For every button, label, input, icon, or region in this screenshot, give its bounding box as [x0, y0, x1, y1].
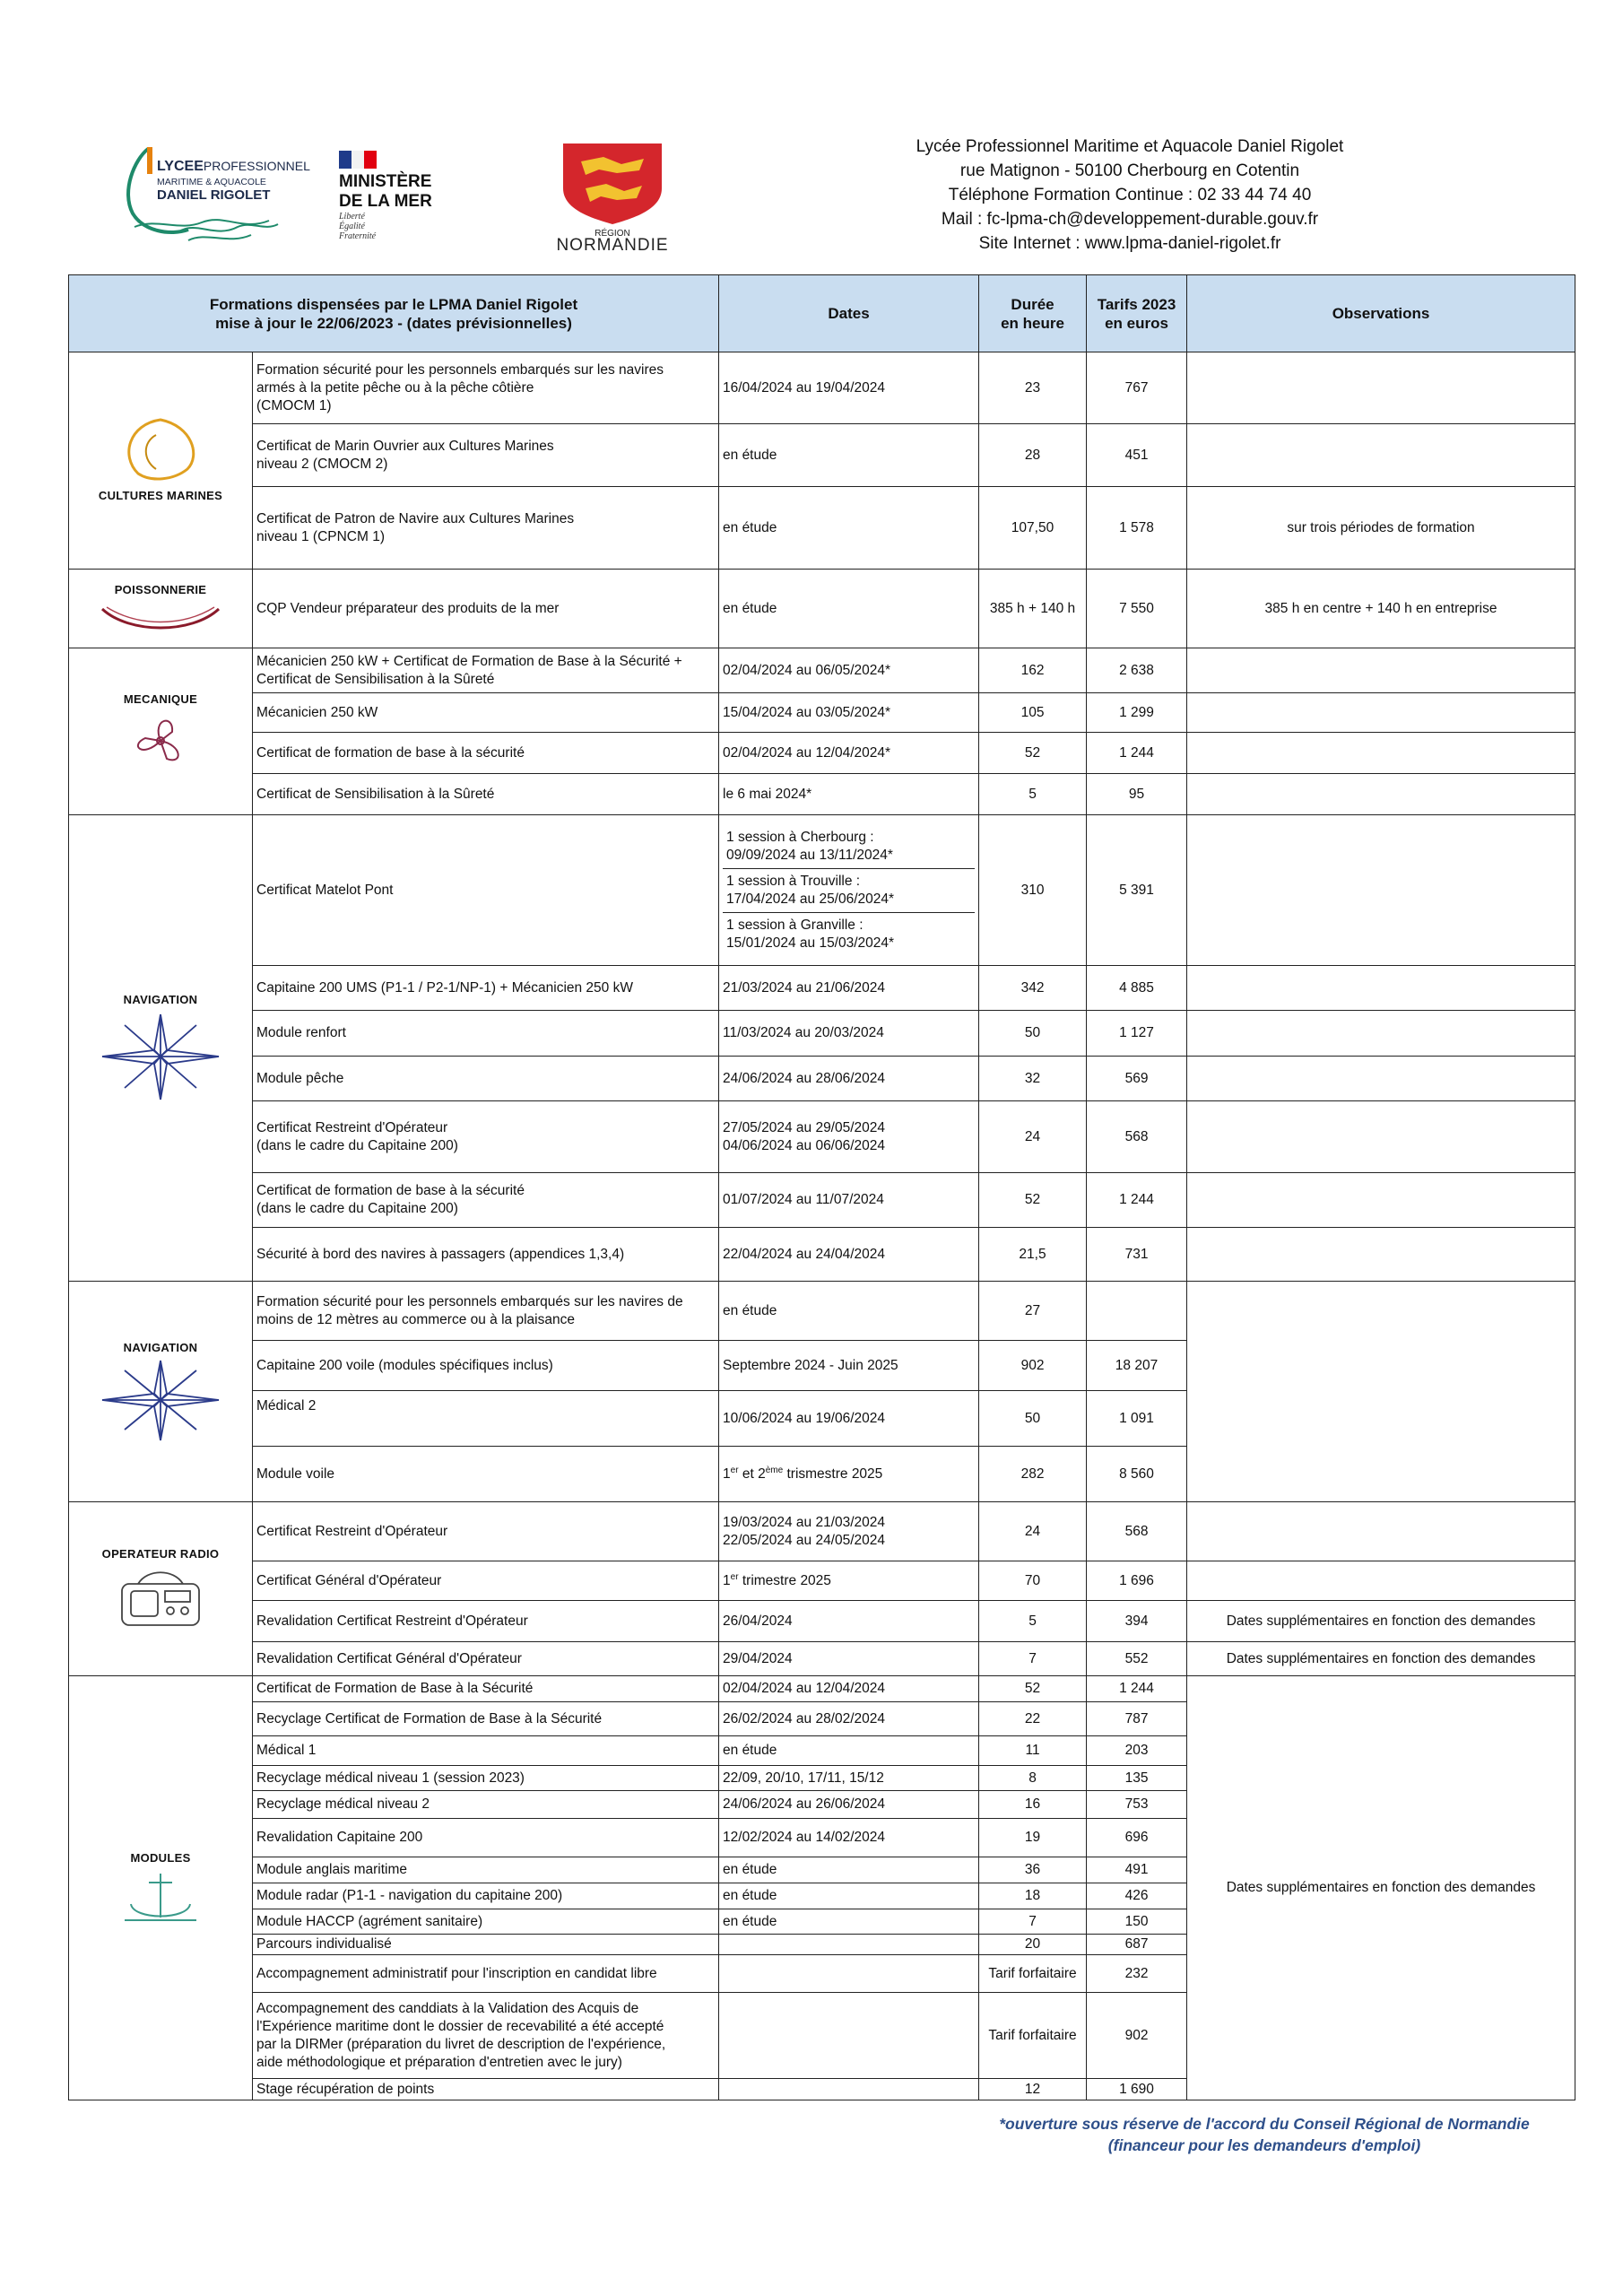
formation-obs	[1187, 1011, 1575, 1057]
formation-tarif: 1 696	[1087, 1561, 1187, 1601]
formation-obs: sur trois périodes de formation	[1187, 487, 1575, 570]
formation-dates: 12/02/2024 au 14/02/2024	[719, 1819, 979, 1857]
formation-duree: 5	[979, 1601, 1087, 1642]
formation-label: Recyclage médical niveau 2	[253, 1791, 719, 1819]
formation-label: Formation sécurité pour les personnels embarqués sur les navires armés à la petite pêche ou à la pêche côtière (CMOCM 1)	[253, 352, 719, 424]
category-navigation-2: NAVIGATION	[69, 1282, 253, 1502]
formation-label: Formation sécurité pour les personnels embarqués sur les navires de moins de 12 mètres au commerce ou à la plaisance	[253, 1282, 719, 1341]
formation-dates	[719, 1993, 979, 2079]
formation-obs	[1187, 1282, 1575, 1502]
formation-obs: Dates supplémentaires en fonction des demandes	[1187, 1601, 1575, 1642]
normandie-logo	[536, 139, 689, 255]
svg-text:LYCEEPROFESSIONNEL: LYCEEPROFESSIONNEL	[157, 159, 310, 174]
header-observations: Observations	[1187, 275, 1575, 352]
formation-tarif: 552	[1087, 1642, 1187, 1676]
formation-obs	[1187, 966, 1575, 1011]
formation-label: Certificat Restreint d'Opérateur (dans le cadre du Capitaine 200)	[253, 1101, 719, 1173]
formation-tarif: 1 244	[1087, 1173, 1187, 1228]
formation-label: Mécanicien 250 kW + Certificat de Formation de Base à la Sécurité + Certificat de Sensibilisation à la Sûreté	[253, 648, 719, 693]
table-row	[69, 966, 1575, 1011]
formation-dates: 02/04/2024 au 06/05/2024*	[719, 648, 979, 693]
formation-label: Certificat Général d'Opérateur	[253, 1561, 719, 1601]
formation-tarif: 95	[1087, 774, 1187, 815]
formation-label: Accompagnement des canddiats à la Validation des Acquis de l'Expérience maritime dont le dossier de recevabilité a été accepté par la DIRMer (préparation du livret de description de l'expérience, aide méthodologique et préparation d'entretien avec le jury)	[253, 1993, 719, 2079]
compass-rose-icon	[93, 1358, 228, 1443]
formation-dates: 19/03/2024 au 21/03/2024 22/05/2024 au 24/05/2024	[719, 1502, 979, 1561]
formation-dates: le 6 mai 2024*	[719, 774, 979, 815]
session-item: 1 session à Granville : 15/01/2024 au 15/03/2024*	[726, 917, 895, 951]
school-name: Lycée Professionnel Maritime et Aquacole Daniel Rigolet	[916, 137, 1344, 156]
category-modules: MODULES	[69, 1676, 253, 2100]
formation-tarif: 5 391	[1087, 815, 1187, 966]
formation-tarif: 18 207	[1087, 1341, 1187, 1391]
formation-duree: 23	[979, 352, 1087, 424]
table-row	[69, 1642, 1575, 1676]
formation-label: Stage récupération de points	[253, 2079, 719, 2100]
formation-tarif: 568	[1087, 1502, 1187, 1561]
table-row	[69, 1502, 1575, 1561]
formation-tarif: 687	[1087, 1935, 1187, 1955]
svg-text:DE LA MER: DE LA MER	[339, 192, 432, 211]
formation-label: Module voile	[253, 1447, 719, 1502]
formation-tarif: 753	[1087, 1791, 1187, 1819]
table-row	[69, 1173, 1575, 1228]
formation-label: Module pêche	[253, 1057, 719, 1101]
formation-label: Capitaine 200 voile (modules spécifiques inclus)	[253, 1341, 719, 1391]
formation-dates: 15/04/2024 au 03/05/2024*	[719, 693, 979, 733]
formation-dates: 10/06/2024 au 19/06/2024	[719, 1391, 979, 1447]
table-row	[69, 1676, 1575, 1702]
table-row	[69, 815, 1575, 966]
formation-tarif: 232	[1087, 1955, 1187, 1993]
formation-duree: 36	[979, 1857, 1087, 1883]
formation-duree: 7	[979, 1642, 1087, 1676]
formation-dates	[719, 2079, 979, 2100]
header-dates: Dates	[719, 275, 979, 352]
formation-label: Revalidation Certificat Restreint d'Opérateur	[253, 1601, 719, 1642]
formation-duree: 32	[979, 1057, 1087, 1101]
formation-dates	[719, 1955, 979, 1993]
formation-obs	[1187, 1173, 1575, 1228]
header-formations: Formations dispensées par le LPMA Daniel Rigolet mise à jour le 22/06/2023 - (dates prévisionnelles)	[69, 275, 719, 352]
formation-tarif: 696	[1087, 1819, 1187, 1857]
svg-text:NORMANDIE: NORMANDIE	[556, 236, 669, 255]
formation-dates: 27/05/2024 au 29/05/2024 04/06/2024 au 06/06/2024	[719, 1101, 979, 1173]
formation-duree: Tarif forfaitaire	[979, 1993, 1087, 2079]
radio-icon	[111, 1564, 210, 1631]
formation-label: Parcours individualisé	[253, 1935, 719, 1955]
table-row	[69, 424, 1575, 487]
formation-duree: 385 h + 140 h	[979, 570, 1087, 648]
school-mail[interactable]: Mail : fc-lpma-ch@developpement-durable.gouv.fr	[941, 210, 1319, 229]
formation-duree: 8	[979, 1766, 1087, 1791]
formation-obs	[1187, 424, 1575, 487]
formation-duree: 24	[979, 1502, 1087, 1561]
formation-tarif: 569	[1087, 1057, 1187, 1101]
formation-label: Certificat de Sensibilisation à la Sûreté	[253, 774, 719, 815]
anchor-icon	[120, 1868, 201, 1926]
formation-duree: 21,5	[979, 1228, 1087, 1282]
formation-duree: 5	[979, 774, 1087, 815]
formation-tarif: 451	[1087, 424, 1187, 487]
formation-label: Sécurité à bord des navires à passagers (appendices 1,3,4)	[253, 1228, 719, 1282]
formation-dates: en étude	[719, 1857, 979, 1883]
propeller-icon	[120, 709, 201, 772]
formation-dates: 1er trimestre 2025	[719, 1561, 979, 1601]
formation-label: Certificat Restreint d'Opérateur	[253, 1502, 719, 1561]
header-tarifs: Tarifs 2023 en euros	[1087, 275, 1187, 352]
formation-sessions	[719, 815, 979, 966]
table-row	[69, 693, 1575, 733]
formation-tarif: 491	[1087, 1857, 1187, 1883]
formation-label: Recyclage médical niveau 1 (session 2023)	[253, 1766, 719, 1791]
table-row	[69, 1101, 1575, 1173]
formation-label: Certificat de formation de base à la sécurité (dans le cadre du Capitaine 200)	[253, 1173, 719, 1228]
table-row	[69, 1601, 1575, 1642]
table-row	[69, 1228, 1575, 1282]
formation-label: Module radar (P1-1 - navigation du capitaine 200)	[253, 1883, 719, 1909]
formation-duree: 19	[979, 1819, 1087, 1857]
formation-dates: 26/02/2024 au 28/02/2024	[719, 1702, 979, 1736]
formation-duree: 12	[979, 2079, 1087, 2100]
formation-dates: Septembre 2024 - Juin 2025	[719, 1341, 979, 1391]
formation-obs	[1187, 693, 1575, 733]
formation-obs: Dates supplémentaires en fonction des demandes	[1187, 1642, 1575, 1676]
formation-tarif: 203	[1087, 1736, 1187, 1766]
lycee-logo-text: LYCEE	[157, 159, 204, 174]
formation-duree: 16	[979, 1791, 1087, 1819]
formation-duree: 310	[979, 815, 1087, 966]
formation-label: Certificat Matelot Pont	[253, 815, 719, 966]
formation-dates: 24/06/2024 au 28/06/2024	[719, 1057, 979, 1101]
formation-obs	[1187, 1057, 1575, 1101]
formation-dates: en étude	[719, 424, 979, 487]
formation-dates: 29/04/2024	[719, 1642, 979, 1676]
formation-duree: 52	[979, 733, 1087, 774]
formation-duree: 22	[979, 1702, 1087, 1736]
oyster-icon	[107, 415, 214, 483]
formation-obs	[1187, 1561, 1575, 1601]
category-poissonnerie: POISSONNERIE	[69, 570, 253, 648]
formation-duree: 342	[979, 966, 1087, 1011]
table-row	[69, 1282, 1575, 1341]
formation-obs	[1187, 1101, 1575, 1173]
formation-obs	[1187, 1228, 1575, 1282]
formation-label: Certificat de Patron de Navire aux Cultures Marines niveau 1 (CPNCM 1)	[253, 487, 719, 570]
formation-tarif: 1 299	[1087, 693, 1187, 733]
footnote: *ouverture sous réserve de l'accord du Conseil Régional de Normandie (financeur pour les demandeurs d'emploi)	[999, 2115, 1530, 2154]
formation-tarif: 2 638	[1087, 648, 1187, 693]
table-row	[69, 648, 1575, 693]
formation-obs	[1187, 352, 1575, 424]
formation-duree: 50	[979, 1391, 1087, 1447]
formation-label: CQP Vendeur préparateur des produits de la mer	[253, 570, 719, 648]
formation-obs	[1187, 815, 1575, 966]
formation-label: Revalidation Certificat Général d'Opérateur	[253, 1642, 719, 1676]
formation-duree: 105	[979, 693, 1087, 733]
formation-label: Accompagnement administratif pour l'inscription en candidat libre	[253, 1955, 719, 1993]
formation-tarif: 731	[1087, 1228, 1187, 1282]
table-row	[69, 1057, 1575, 1101]
formation-label: Module HACCP (agrément sanitaire)	[253, 1909, 719, 1935]
formation-tarif: 767	[1087, 352, 1187, 424]
lycee-logo	[117, 142, 310, 249]
formation-duree: 27	[979, 1282, 1087, 1341]
formation-obs	[1187, 1502, 1575, 1561]
svg-text:DANIEL RIGOLET: DANIEL RIGOLET	[157, 187, 271, 203]
formation-duree: 282	[979, 1447, 1087, 1502]
formation-duree: 7	[979, 1909, 1087, 1935]
formation-tarif: 150	[1087, 1909, 1187, 1935]
formation-obs	[1187, 774, 1575, 815]
formation-label: Certificat de formation de base à la sécurité	[253, 733, 719, 774]
formation-label: Recyclage Certificat de Formation de Base à la Sécurité	[253, 1702, 719, 1736]
formation-tarif: 1 244	[1087, 733, 1187, 774]
formation-tarif: 426	[1087, 1883, 1187, 1909]
formation-dates: 02/04/2024 au 12/04/2024	[719, 1676, 979, 1702]
category-navigation: NAVIGATION	[69, 815, 253, 1282]
compass-rose-icon	[93, 1010, 228, 1104]
formation-duree: 18	[979, 1883, 1087, 1909]
session-item: 1 session à Trouville : 17/04/2024 au 25/06/2024*	[723, 869, 975, 913]
formation-dates: 16/04/2024 au 19/04/2024	[719, 352, 979, 424]
formation-dates: 02/04/2024 au 12/04/2024*	[719, 733, 979, 774]
formation-tarif: 1 091	[1087, 1391, 1187, 1447]
formation-duree: 20	[979, 1935, 1087, 1955]
school-phone: Téléphone Formation Continue : 02 33 44 74 40	[948, 186, 1312, 204]
table-row	[69, 733, 1575, 774]
formation-tarif: 1 578	[1087, 487, 1187, 570]
school-website[interactable]: Site Internet : www.lpma-daniel-rigolet.fr	[978, 234, 1281, 253]
formation-dates: en étude	[719, 1736, 979, 1766]
category-operateur-radio: OPERATEUR RADIO	[69, 1502, 253, 1676]
formation-duree: 107,50	[979, 487, 1087, 570]
table-row	[69, 570, 1575, 648]
formation-dates: 22/04/2024 au 24/04/2024	[719, 1228, 979, 1282]
formation-dates: en étude	[719, 570, 979, 648]
formation-duree: 11	[979, 1736, 1087, 1766]
formation-duree: 902	[979, 1341, 1087, 1391]
table-row	[69, 1011, 1575, 1057]
svg-text:Fraternité: Fraternité	[339, 231, 377, 241]
header-duree: Durée en heure	[979, 275, 1087, 352]
formation-dates: 1er et 2ème trismestre 2025	[719, 1447, 979, 1502]
formation-tarif: 902	[1087, 1993, 1187, 2079]
session-item: 1 session à Cherbourg : 09/09/2024 au 13/11/2024*	[723, 825, 975, 869]
formation-tarif: 7 550	[1087, 570, 1187, 648]
formation-duree: 52	[979, 1173, 1087, 1228]
formation-dates	[719, 1935, 979, 1955]
formation-tarif: 1 690	[1087, 2079, 1187, 2100]
formation-duree: 28	[979, 424, 1087, 487]
modules-obs: Dates supplémentaires en fonction des demandes	[1187, 1676, 1575, 2100]
svg-text:MINISTÈRE: MINISTÈRE	[339, 172, 432, 191]
formation-label: Module anglais maritime	[253, 1857, 719, 1883]
formation-dates: 21/03/2024 au 21/06/2024	[719, 966, 979, 1011]
table-row	[69, 1561, 1575, 1601]
formation-dates: 22/09, 20/10, 17/11, 15/12	[719, 1766, 979, 1791]
school-address: rue Matignon - 50100 Cherbourg en Cotentin	[959, 161, 1300, 180]
formation-label: Revalidation Capitaine 200	[253, 1819, 719, 1857]
formation-label: Médical 2	[253, 1391, 719, 1447]
formation-obs: 385 h en centre + 140 h en entreprise	[1187, 570, 1575, 648]
formation-label: Mécanicien 250 kW	[253, 693, 719, 733]
formation-obs	[1187, 648, 1575, 693]
formation-label: Certificat de Formation de Base à la Sécurité	[253, 1676, 719, 1702]
formation-duree: 70	[979, 1561, 1087, 1601]
table-row	[69, 487, 1575, 570]
table-row	[69, 774, 1575, 815]
formation-tarif: 1 244	[1087, 1676, 1187, 1702]
formation-duree: 52	[979, 1676, 1087, 1702]
formation-label: Capitaine 200 UMS (P1-1 / P2-1/NP-1) + Mécanicien 250 kW	[253, 966, 719, 1011]
formation-dates: en étude	[719, 1282, 979, 1341]
contact-block	[861, 135, 1399, 256]
formation-duree: 50	[979, 1011, 1087, 1057]
formation-tarif: 8 560	[1087, 1447, 1187, 1502]
formation-duree: 24	[979, 1101, 1087, 1173]
fish-icon	[93, 600, 228, 636]
formation-dates: 01/07/2024 au 11/07/2024	[719, 1173, 979, 1228]
formations-table	[68, 274, 1575, 2100]
svg-text:RÉGION: RÉGION	[595, 229, 630, 239]
formation-tarif: 135	[1087, 1766, 1187, 1791]
formation-tarif: 1 127	[1087, 1011, 1187, 1057]
svg-text:Liberté: Liberté	[339, 212, 365, 222]
formation-dates: 26/04/2024	[719, 1601, 979, 1642]
category-cultures-marines: CULTURES MARINES	[69, 352, 253, 570]
formation-dates: en étude	[719, 1883, 979, 1909]
ministere-logo	[339, 151, 473, 240]
formation-label: Certificat de Marin Ouvrier aux Cultures Marines niveau 2 (CMOCM 2)	[253, 424, 719, 487]
formation-dates: 11/03/2024 au 20/03/2024	[719, 1011, 979, 1057]
formation-label: Médical 1	[253, 1736, 719, 1766]
formation-label: Module renfort	[253, 1011, 719, 1057]
formation-obs	[1187, 733, 1575, 774]
formation-tarif: 568	[1087, 1101, 1187, 1173]
formation-dates: 24/06/2024 au 26/06/2024	[719, 1791, 979, 1819]
formation-tarif: 4 885	[1087, 966, 1187, 1011]
formation-duree: 162	[979, 648, 1087, 693]
formation-duree: Tarif forfaitaire	[979, 1955, 1087, 1993]
table-row	[69, 352, 1575, 424]
formation-tarif: 394	[1087, 1601, 1187, 1642]
formation-tarif	[1087, 1282, 1187, 1341]
svg-text:Égalité: Égalité	[339, 222, 365, 231]
category-mecanique: MECANIQUE	[69, 648, 253, 815]
svg-text:MARITIME & AQUACOLE: MARITIME & AQUACOLE	[157, 177, 266, 187]
formation-dates: en étude	[719, 1909, 979, 1935]
formation-tarif: 787	[1087, 1702, 1187, 1736]
table-header-row	[69, 275, 1575, 352]
formation-dates: en étude	[719, 487, 979, 570]
